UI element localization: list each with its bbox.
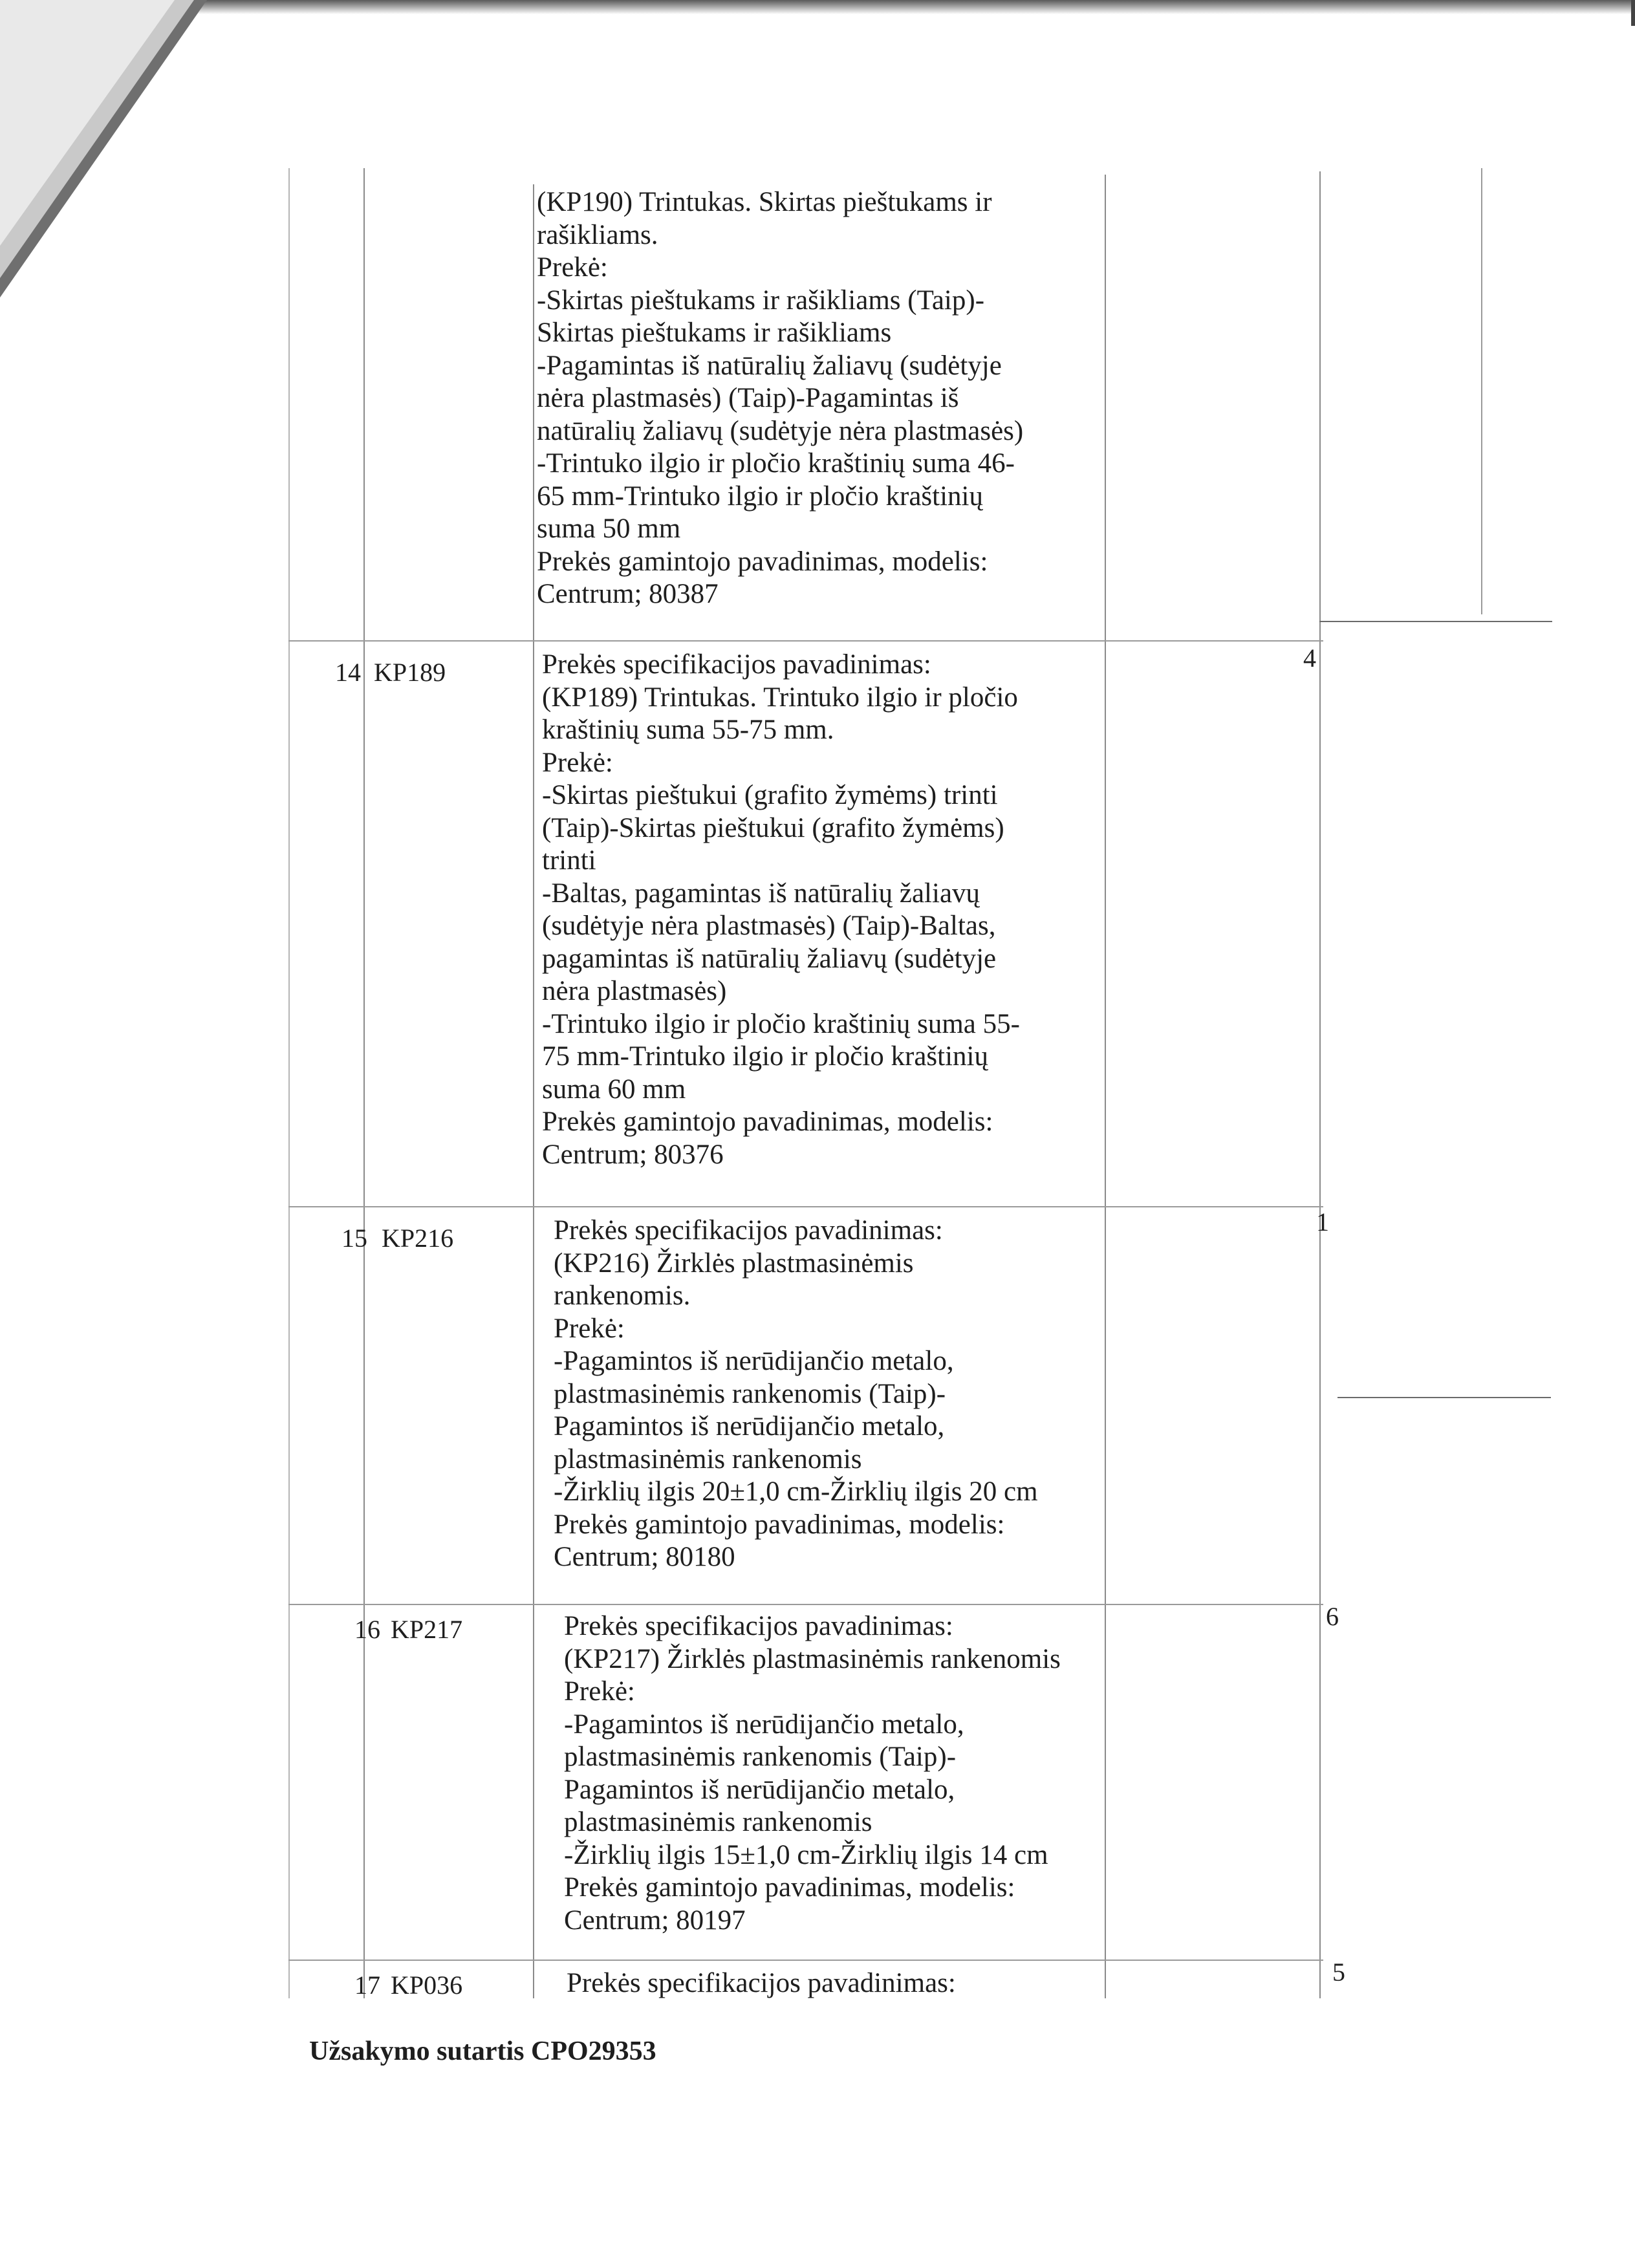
row-number: 14 — [335, 658, 361, 687]
description-line: Pagamintos iš nerūdijančio metalo, — [554, 1411, 945, 1442]
description-line: (KP217) Žirklės plastmasinėmis rankenomis — [564, 1643, 1061, 1674]
item-code: KP216 — [382, 1224, 454, 1253]
description-line: -Trintuko ilgio ir pločio kraštinių suma 46- — [537, 448, 1015, 479]
description-line: Centrum; 80376 — [542, 1139, 724, 1170]
description-line: nėra plastmasės) — [542, 976, 727, 1006]
description-line: plastmasinėmis rankenomis (Taip)- — [554, 1378, 946, 1409]
description-line: rašikliams. — [537, 219, 658, 250]
table-row-continuation-description — [537, 186, 1023, 611]
description-line: -Pagamintos iš nerūdijančio metalo, — [554, 1346, 954, 1376]
item-description — [542, 649, 1020, 1171]
description-line: -Baltas, pagamintas iš natūralių žaliavų — [542, 878, 980, 909]
description-line: rankenomis. — [554, 1280, 691, 1311]
scan-top-shadow — [194, 0, 1635, 14]
description-line: Prekės specifikacijos pavadinimas: — [564, 1611, 953, 1641]
description-line: suma 60 mm — [542, 1074, 686, 1105]
description-line: Prekė: — [542, 747, 613, 778]
item-description — [564, 1610, 1061, 1937]
scan-right-edge — [1631, 0, 1635, 26]
description-line: Prekės specifikacijos pavadinimas: — [542, 649, 931, 680]
description-line: trinti — [542, 845, 596, 876]
description-line: Prekės gamintojo pavadinimas, modelis: — [564, 1872, 1015, 1903]
description-line: 65 mm-Trintuko ilgio ir pločio kraštinių — [537, 481, 983, 512]
description-line: Prekės gamintojo pavadinimas, modelis: — [542, 1107, 993, 1137]
description-line: (sudėtyje nėra plastmasės) (Taip)-Baltas, — [542, 911, 996, 941]
description-line: suma 50 mm — [537, 513, 681, 544]
description-line: Centrum; 80197 — [564, 1905, 746, 1936]
description-line: plastmasinėmis rankenomis — [564, 1807, 872, 1837]
description-line: -Pagamintos iš nerūdijančio metalo, — [564, 1709, 964, 1740]
description-line: -Skirtas pieštukams ir rašikliams (Taip)- — [537, 285, 985, 316]
description-line: (KP190) Trintukas. Skirtas pieštukams ir — [537, 187, 992, 217]
description-line: -Skirtas pieštukui (grafito žymėms) trinti — [542, 780, 998, 810]
description-line: (KP189) Trintukas. Trintuko ilgio ir pločio — [542, 682, 1018, 713]
description-line: nėra plastmasės) (Taip)-Pagamintas iš — [537, 383, 959, 413]
item-quantity: 5 — [1332, 1958, 1345, 1987]
description-line: Centrum; 80387 — [537, 579, 719, 609]
description-line: Skirtas pieštukams ir rašikliams — [537, 318, 892, 348]
description-line: Prekės specifikacijos pavadinimas: — [554, 1215, 943, 1246]
description-line: Prekė: — [564, 1676, 635, 1707]
description-line: Centrum; 80180 — [554, 1542, 735, 1572]
description-line: Prekė: — [554, 1313, 625, 1344]
description-line: -Žirklių ilgis 20±1,0 cm-Žirklių ilgis 20 cm — [554, 1476, 1038, 1507]
description-line: plastmasinėmis rankenomis (Taip)- — [564, 1742, 957, 1772]
row-number: 15 — [341, 1224, 367, 1253]
item-code: KP189 — [374, 658, 446, 687]
item-quantity: 1 — [1316, 1207, 1329, 1237]
description-line: kraštinių suma 55-75 mm. — [542, 715, 834, 745]
item-code: KP036 — [391, 1971, 463, 2000]
description-line: pagamintas iš natūralių žaliavų (sudėtyje — [542, 943, 997, 974]
description-line: Prekė: — [537, 252, 608, 283]
description-line: natūralių žaliavų (sudėtyje nėra plastmasės) — [537, 415, 1024, 446]
description-line: -Žirklių ilgis 15±1,0 cm-Žirklių ilgis 14 cm — [564, 1839, 1048, 1870]
scan-page-corner — [0, 0, 207, 297]
row-number: 17 — [354, 1971, 380, 2000]
item-quantity: 4 — [1303, 643, 1316, 673]
contract-footer: Užsakymo sutartis CPO29353 — [309, 2036, 656, 2066]
description-line: (KP216) Žirklės plastmasinėmis — [554, 1247, 914, 1279]
item-quantity: 6 — [1326, 1602, 1339, 1631]
description-line: -Trintuko ilgio ir pločio kraštinių suma 55- — [542, 1008, 1020, 1039]
description-line: Pagamintos iš nerūdijančio metalo, — [564, 1774, 955, 1805]
item-description — [554, 1215, 1038, 1574]
description-line: Prekės gamintojo pavadinimas, modelis: — [554, 1509, 1005, 1540]
item-description — [567, 1967, 956, 2000]
description-line: 75 mm-Trintuko ilgio ir pločio kraštinių — [542, 1041, 988, 1072]
description-line: Prekės specifikacijos pavadinimas: — [567, 1968, 956, 1998]
description-line: plastmasinėmis rankenomis — [554, 1443, 862, 1474]
item-code: KP217 — [391, 1615, 463, 1644]
description-line: -Pagamintas iš natūralių žaliavų (sudėtyje — [537, 350, 1002, 381]
row-number: 16 — [354, 1615, 380, 1644]
description-line: Prekės gamintojo pavadinimas, modelis: — [537, 546, 988, 577]
description-line: (Taip)-Skirtas pieštukui (grafito žymėms) — [542, 812, 1004, 843]
